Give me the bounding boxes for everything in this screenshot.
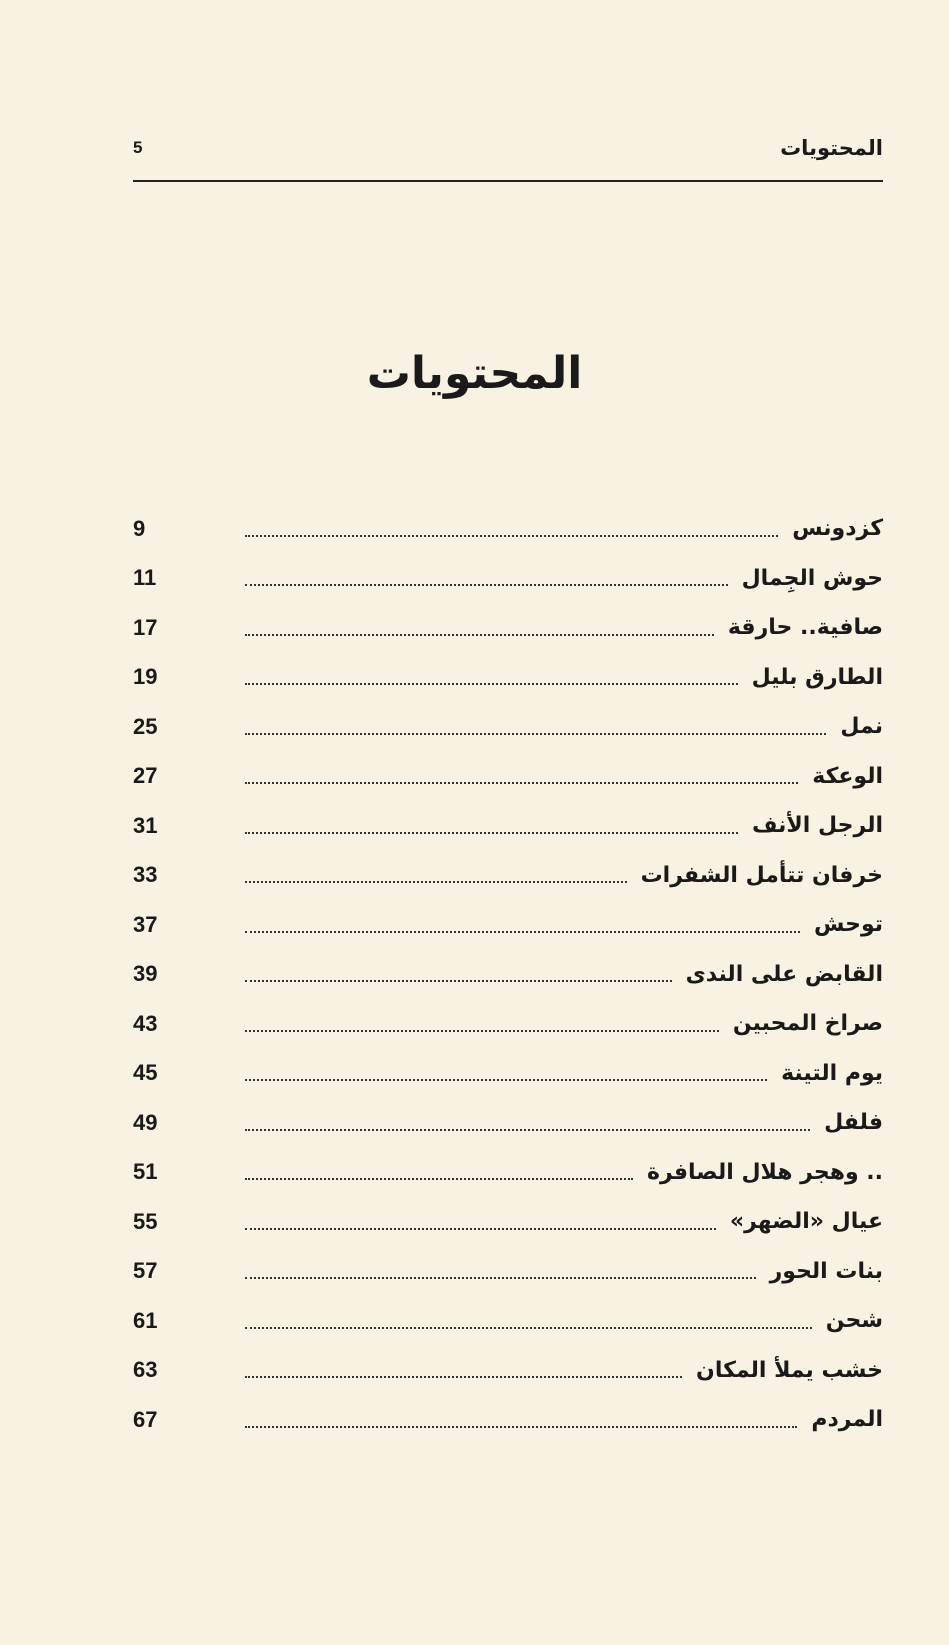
toc-entry-page-number: 31 <box>133 812 158 838</box>
toc-entry-title: .. وهجر هلال الصافرة <box>646 1159 883 1185</box>
toc-entry-page-number: 19 <box>133 664 158 690</box>
toc-entry-row <box>133 801 883 851</box>
toc-entry-title: القابض على الندى <box>685 961 883 987</box>
dot-leader <box>245 980 672 982</box>
toc-entry-title: بنات الحور <box>769 1258 883 1284</box>
running-header-page-number: 5 <box>133 138 143 157</box>
toc-entry-page-number: 57 <box>133 1258 158 1284</box>
toc-entry-page-number: 39 <box>133 961 158 987</box>
toc-entry-row <box>133 1098 883 1148</box>
toc-entry-page-number: 49 <box>133 1109 158 1135</box>
toc-entry-row <box>133 1247 883 1297</box>
toc-entry-page-number: 9 <box>133 515 146 541</box>
toc-title: المحتويات <box>366 348 583 399</box>
toc-entry-page-number: 33 <box>133 862 158 888</box>
toc-entry-row <box>133 554 883 604</box>
toc-entry-title: خرفان تتأمل الشفرات <box>640 862 883 888</box>
dot-leader <box>245 931 800 933</box>
dot-leader <box>245 1178 633 1180</box>
toc-entry-title: المردم <box>811 1407 883 1433</box>
toc-entry-row <box>133 702 883 752</box>
dot-leader <box>245 683 738 685</box>
dot-leader <box>245 733 826 735</box>
dot-leader <box>245 584 728 586</box>
dot-leader <box>245 1228 716 1230</box>
toc-entry-row <box>133 603 883 653</box>
toc-entry-title: توحش <box>813 912 883 938</box>
dot-leader <box>245 881 627 883</box>
toc-entry-title: فلفل <box>824 1110 883 1136</box>
toc-entry-page-number: 51 <box>133 1159 158 1185</box>
toc-entry-row <box>133 1395 883 1445</box>
toc-entry-page-number: 45 <box>133 1060 158 1086</box>
toc-entry-page-number: 11 <box>133 565 157 591</box>
toc-entry-title: نمل <box>840 714 883 740</box>
dot-leader <box>245 832 738 834</box>
toc-entry-page-number: 17 <box>133 614 158 640</box>
toc-entry-row <box>133 999 883 1049</box>
dot-leader <box>245 1277 756 1279</box>
dot-leader <box>245 1079 767 1081</box>
dot-leader <box>245 1030 719 1032</box>
toc-entry-row <box>133 950 883 1000</box>
dot-leader <box>245 1426 797 1428</box>
running-header-title: المحتويات <box>780 136 883 160</box>
toc-entry-page-number: 25 <box>133 713 158 739</box>
toc-entry-title: شحن <box>825 1308 883 1334</box>
dot-leader <box>245 1376 682 1378</box>
toc-entry-row <box>133 1197 883 1247</box>
toc-entry-title: صراخ المحبين <box>732 1011 883 1037</box>
toc-entry-title: الطارق بليل <box>751 664 883 690</box>
toc-entry-title: صافية.. حارقة <box>727 615 883 641</box>
toc-entry-row <box>133 1148 883 1198</box>
toc-entry-page-number: 67 <box>133 1406 158 1432</box>
toc-entry-row <box>133 752 883 802</box>
toc-entry-row <box>133 1049 883 1099</box>
toc-entry-title: خشب يملأ المكان <box>696 1357 883 1383</box>
toc-entry-row <box>133 1346 883 1396</box>
dot-leader <box>245 535 778 537</box>
toc-entry-title: يوم التينة <box>781 1060 883 1086</box>
toc-entry-row <box>133 1296 883 1346</box>
toc-entry-page-number: 27 <box>133 763 158 789</box>
toc-entry-title: عيال «الضهر» <box>729 1209 883 1235</box>
toc-entry-title: كزدونس <box>792 516 883 542</box>
dot-leader <box>245 1129 810 1131</box>
toc-entry-page-number: 63 <box>133 1357 158 1383</box>
toc-entry-row <box>133 851 883 901</box>
toc-entry-row <box>133 504 883 554</box>
toc-entry-page-number: 37 <box>133 911 158 937</box>
dot-leader <box>245 1327 812 1329</box>
dot-leader <box>245 634 714 636</box>
toc-list <box>133 504 883 1445</box>
toc-entry-page-number: 55 <box>133 1208 158 1234</box>
toc-entry-row <box>133 900 883 950</box>
toc-entry-page-number: 61 <box>133 1307 158 1333</box>
toc-entry-title: الوعكة <box>812 763 883 789</box>
toc-entry-page-number: 43 <box>133 1010 158 1036</box>
toc-entry-row <box>133 653 883 703</box>
toc-entry-title: حوش الجِمال <box>741 565 883 591</box>
toc-entry-title: الرجل الأنف <box>751 813 883 839</box>
dot-leader <box>245 782 798 784</box>
running-header <box>133 126 883 182</box>
